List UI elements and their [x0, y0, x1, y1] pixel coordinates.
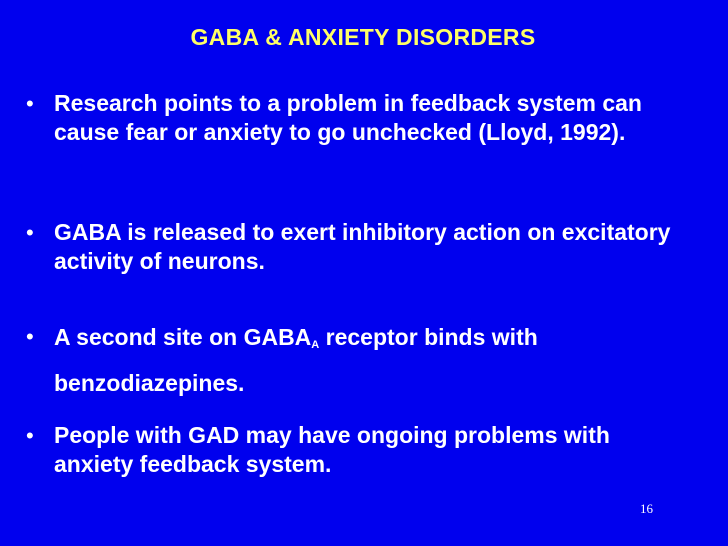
- bullet-item: [24, 421, 684, 479]
- bullet-text-pre: A second site on GABA: [54, 324, 312, 350]
- page-number: 16: [640, 501, 653, 516]
- slide-title: [0, 24, 728, 51]
- bullet-icon: •: [26, 324, 34, 349]
- bullet-item: [24, 318, 684, 402]
- bullet-text: People with GAD may have ongoing problems with anxiety feedback system.: [54, 422, 610, 477]
- bullet-text-post: receptor binds with benzodiazepines.: [54, 324, 538, 396]
- bullet-text: GABA is released to exert inhibitory action on excitatory activity of neurons.: [54, 219, 671, 274]
- bullet-item: [24, 218, 684, 276]
- bullet-text: Research points to a problem in feedback system can cause fear or anxiety to go unchecked (Lloyd, 1992).: [54, 90, 642, 145]
- bullet-text-subscript: A: [311, 339, 320, 351]
- bullet-icon: •: [26, 91, 34, 116]
- bullet-text: [54, 318, 684, 402]
- bullet-item: [24, 89, 684, 147]
- bullet-icon: •: [26, 220, 34, 245]
- bullet-icon: •: [26, 423, 34, 448]
- slide-title-text: GABA & ANXIETY DISORDERS: [190, 24, 536, 50]
